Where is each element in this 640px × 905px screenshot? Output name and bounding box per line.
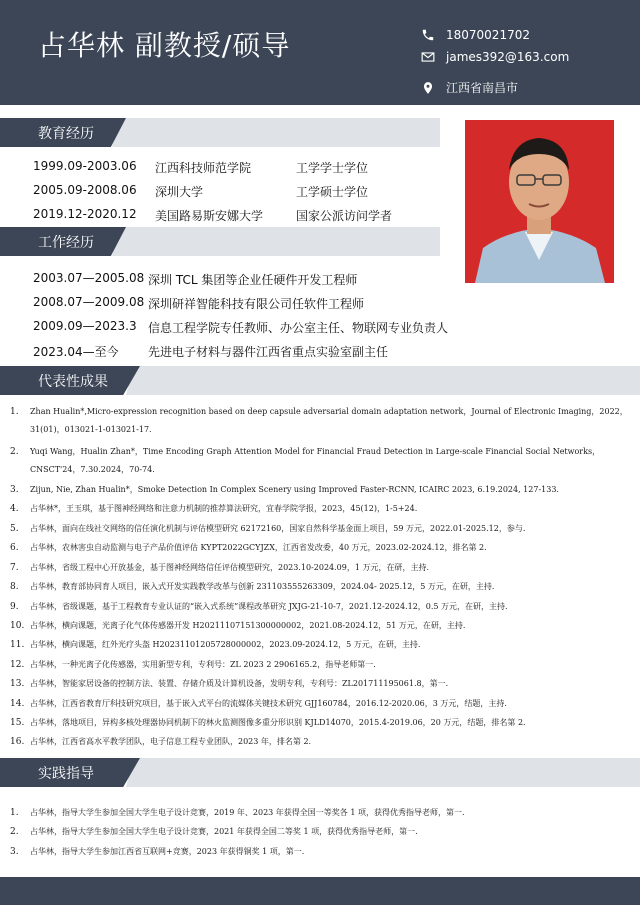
footer-bar bbox=[0, 877, 640, 905]
work-period: 2008.07—2009.08 bbox=[33, 295, 145, 309]
phone-icon bbox=[420, 27, 436, 43]
section-education-title: 教育经历 bbox=[38, 126, 94, 142]
header-banner bbox=[0, 0, 640, 105]
section-achievements-title: 代表性成果 bbox=[38, 374, 108, 390]
education-degree: 工学硕士学位 bbox=[296, 185, 369, 199]
page-title: 占华林 副教授/硕导 bbox=[38, 29, 291, 62]
section-education bbox=[0, 118, 440, 147]
contact-phone bbox=[420, 27, 530, 43]
contact-email bbox=[420, 49, 569, 65]
phone-number: 18070021702 bbox=[446, 28, 530, 42]
portrait-illustration bbox=[465, 120, 614, 283]
section-practice bbox=[0, 758, 640, 787]
work-period: 2023.04—至今 bbox=[33, 345, 119, 359]
profile-photo bbox=[465, 120, 614, 283]
location-text: 江西省南昌市 bbox=[446, 81, 519, 95]
education-school: 美国路易斯安娜大学 bbox=[155, 209, 264, 223]
contact-location bbox=[420, 79, 518, 96]
work-description: 信息工程学院专任教师、办公室主任、物联网专业负责人 bbox=[148, 321, 449, 335]
section-work-title: 工作经历 bbox=[38, 235, 94, 251]
section-practice-title: 实践指导 bbox=[38, 766, 94, 782]
work-description: 深圳 TCL 集团等企业任硬件开发工程师 bbox=[148, 273, 358, 287]
email-address: james392@163.com bbox=[446, 50, 570, 64]
mail-icon bbox=[420, 49, 436, 65]
education-period: 1999.09-2003.06 bbox=[33, 159, 137, 173]
education-school: 江西科技师范学院 bbox=[155, 161, 252, 175]
work-period: 2003.07—2005.08 bbox=[33, 271, 145, 285]
education-period: 2005.09-2008.06 bbox=[33, 183, 137, 197]
education-period: 2019.12-2020.12 bbox=[33, 207, 137, 221]
work-description: 深圳研祥智能科技有限公司任软件工程师 bbox=[148, 297, 365, 311]
location-pin-icon bbox=[420, 80, 436, 96]
education-degree: 国家公派访问学者 bbox=[296, 209, 393, 223]
education-degree: 工学学士学位 bbox=[296, 161, 369, 175]
education-school: 深圳大学 bbox=[155, 185, 204, 199]
work-period: 2009.09—2023.3 bbox=[33, 319, 137, 333]
work-description: 先进电子材料与器件江西省重点实验室副主任 bbox=[148, 345, 389, 359]
section-work bbox=[0, 227, 440, 256]
section-achievements bbox=[0, 366, 640, 395]
